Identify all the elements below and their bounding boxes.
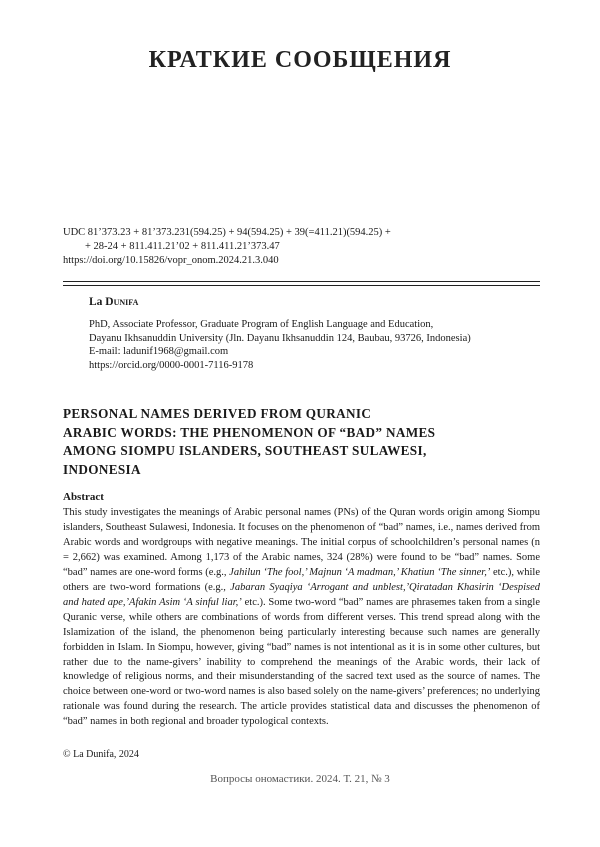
divider-thick	[63, 281, 540, 282]
journal-footer: Вопросы ономастики. 2024. Т. 21, № 3	[210, 773, 390, 785]
section-heading: КРАТКИЕ СООБЩЕНИЯ	[148, 47, 452, 73]
author-email[interactable]: E-mail: ladunif1968@gmail.com	[89, 346, 229, 358]
author-last-name: Dunifa	[105, 296, 139, 308]
author-affiliation	[89, 318, 549, 372]
abstract-text	[63, 506, 540, 730]
doi-link[interactable]: https://doi.org/10.15826/vopr_onom.2024.21.3.040	[63, 255, 279, 266]
author-first-name: La	[89, 296, 106, 308]
abstract-examples: Jabaran Syaqiya ‘Arrogant and unblest,’Qiratadan Khasirin ‘Despised and hated ape,’Afakin Asim ‘A sinful liar,’	[63, 581, 540, 608]
udc-line-continued: + 28-24 + 811.411.21’02 + 811.411.21’373.47	[85, 241, 280, 252]
udc-line: UDC 81’373.23 + 81’373.231(594.25) + 94(594.25) + 39(=411.21)(594.25) +	[63, 227, 391, 238]
abstract-part: etc.), while others are two-word formations (e.g.,	[63, 566, 540, 593]
affiliation-line: PhD, Associate Professor, Graduate Program of English Language and Education,	[89, 319, 434, 330]
udc-block	[63, 226, 543, 268]
abstract-part: etc.). Some two-word “bad” names are phrasemes taken from a single Quranic verse, while others are combinations of words from different verses. This trend spread along with the Islamization of the island, the phenomenon being particularly interesting because such names are generally forbidden in Islam. In Siompu, however, giving “bad” names is not intentional as it is in some other cultures, but rather due to the name-givers’ inability to comprehend the meanings of the Arabic words, their lack of knowledge of religious norms, and their misunderstanding of the sacred text used as the source of names. The choice between one-word or two-word names is also based solely on the name-givers’ preferences; no underlying rationale was found during the research. The article provides statistical data and discusses the phenomenon of “bad” names in both regional and broader typological contexts.	[63, 596, 541, 728]
author-orcid[interactable]: https://orcid.org/0000-0001-7116-9178	[89, 359, 254, 371]
divider-thin	[63, 285, 540, 286]
copyright: © La Dunifa, 2024	[63, 749, 139, 760]
title-line: PERSONAL NAMES DERIVED FROM QURANIC	[63, 406, 372, 421]
author-name	[89, 296, 138, 308]
abstract-part: This study investigates the meanings of Arabic personal names (PNs) of the Quran words origin among Siompu islanders, Southeast Sulawesi, Indonesia. It focuses on the phenomenon of “bad” names, i.e., names derived from Arabic words and wordgroups with negative meanings. The initial corpus of schoolchildren’s personal names (n = 2,662) was examined. Among 1,173 of the Arabic names, 324 (28%) were found to be “bad” names. Some “bad” names are one-word forms (e.g.,	[63, 507, 540, 578]
article-title	[63, 405, 533, 479]
affiliation-line: Dayanu Ikhsanuddin University (Jln. Dayanu Ikhsanuddin 124, Baubau, 93726, Indonesia)	[89, 332, 471, 344]
abstract-examples: Jahilun ‘The fool,’ Majnun ‘A madman,’ Khatiun ‘The sinner,’	[229, 566, 491, 578]
title-line: INDONESIA	[63, 461, 141, 477]
title-line: AMONG SIOMPU ISLANDERS, SOUTHEAST SULAWESI,	[63, 443, 427, 458]
abstract-heading: Abstract	[63, 491, 104, 503]
title-line: ARABIC WORDS: THE PHENOMENON OF “BAD” NAMES	[63, 424, 436, 440]
